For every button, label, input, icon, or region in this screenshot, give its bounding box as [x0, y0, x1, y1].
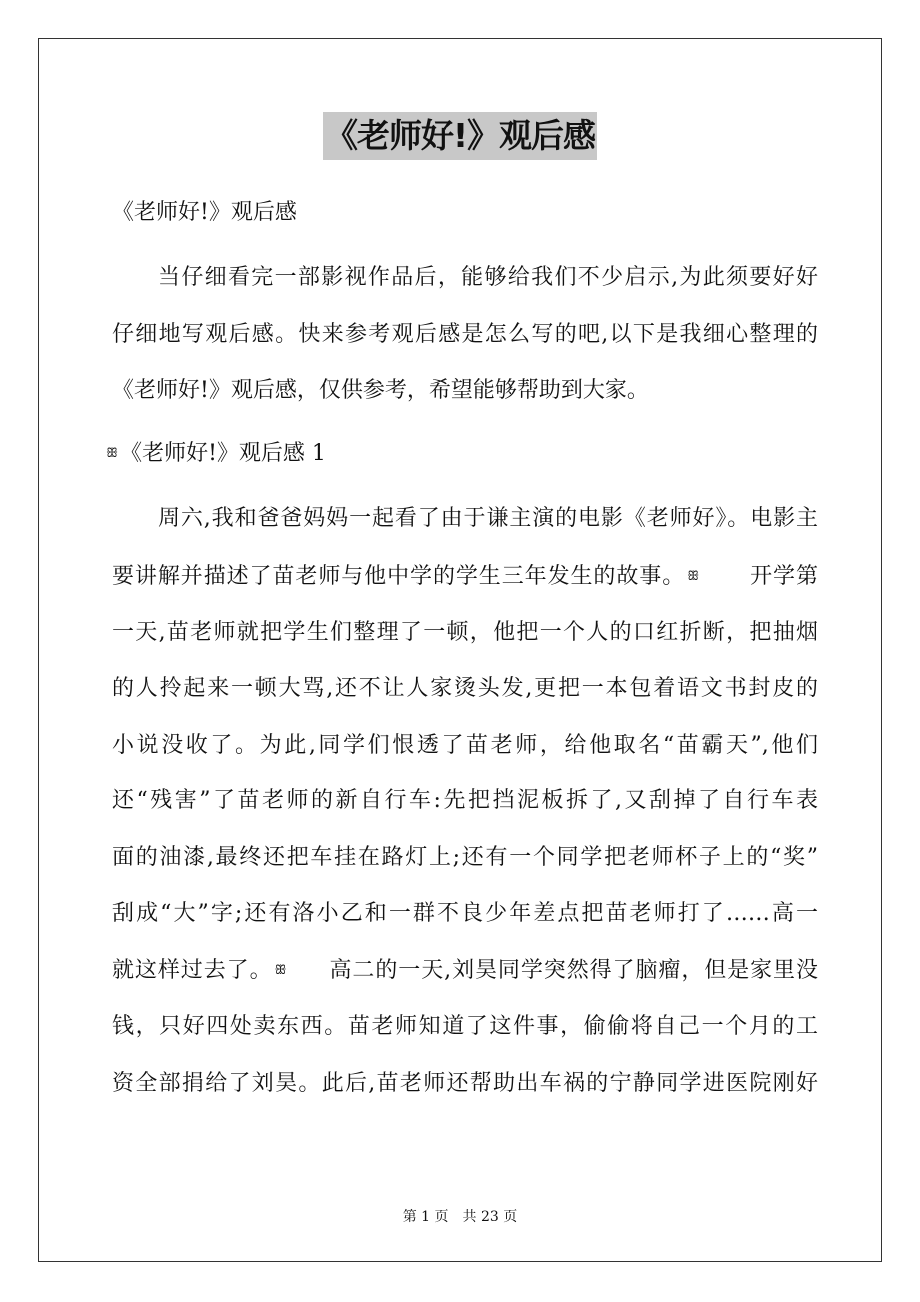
- body-line: 还“残害”了苗老师的新自行车:先把挡泥板拆了,又刮掉了自行车表: [112, 788, 818, 813]
- title-text: 《老师好!》观后感: [323, 112, 597, 160]
- body-line: 的人拎起来一顿大骂,还不让人家烫头发,更把一本包着语文书封皮的: [112, 676, 818, 701]
- bullet-mark-icon: ꕥ: [274, 963, 287, 978]
- body-line: [112, 562, 818, 592]
- body-line: 一天,苗老师就把学生们整理了一顿，他把一个人的口红折断，把抽烟: [112, 620, 818, 645]
- body-line: 面的油漆,最终还把车挂在路灯上;还有一个同学把老师杯子上的“奖”: [112, 845, 818, 870]
- bullet-mark-icon: ꕥ: [687, 569, 700, 584]
- body-line: 小说没收了。为此,同学们恨透了苗老师，给他取名“苗霸天”,他们: [112, 733, 818, 758]
- body-line: 刮成“大”字;还有洛小乙和一群不良少年差点把苗老师打了……高一: [112, 901, 818, 926]
- subtitle: 《老师好!》观后感: [112, 200, 297, 225]
- body-line: [112, 956, 818, 986]
- body-line: 资全部捐给了刘昊。此后,苗老师还帮助出车祸的宁静同学进医院刚好: [112, 1071, 818, 1096]
- page-footer: 第 1 页 共 23 页: [402, 1209, 518, 1225]
- section-heading: [104, 439, 810, 469]
- bullet-mark-icon: ꕥ: [106, 446, 119, 461]
- body-text: 高二的一天,刘昊同学突然得了脑瘤，但是家里没: [328, 958, 818, 983]
- intro-line: 仔细地写观后感。快来参考观后感是怎么写的吧,以下是我细心整理的: [112, 322, 818, 347]
- body-text: 开学第: [749, 564, 818, 589]
- document-title: [0, 112, 920, 160]
- intro-line: 《老师好!》观后感，仅供参考，希望能够帮助到大家。: [112, 378, 649, 403]
- section-heading-text: 《老师好!》观后感 1: [120, 441, 326, 466]
- body-line: 周六,我和爸爸妈妈一起看了由于谦主演的电影《老师好》。电影主: [158, 506, 818, 531]
- body-text: 就这样过去了。: [112, 958, 273, 983]
- intro-line: 当仔细看完一部影视作品后，能够给我们不少启示,为此须要好好: [158, 265, 818, 290]
- body-line: 钱，只好四处卖东西。苗老师知道了这件事，偷偷将自己一个月的工: [112, 1014, 818, 1039]
- body-text: 要讲解并描述了苗老师与他中学的学生三年发生的故事。: [112, 564, 686, 589]
